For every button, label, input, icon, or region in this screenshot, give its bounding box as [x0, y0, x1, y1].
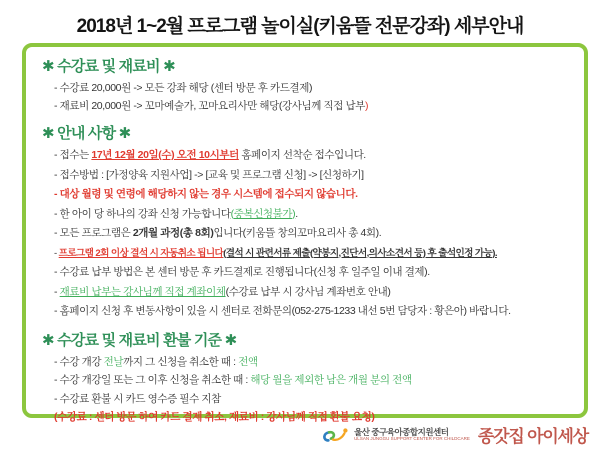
content-box	[22, 43, 588, 423]
notice-line	[42, 244, 578, 264]
center-logo-icon	[322, 425, 349, 445]
line-text-bold-underline: (결석 시 관련서류 제출(약봉지,진단서,의사소견서 등) 후 출석인정 가능).	[223, 247, 497, 259]
notice-line	[42, 302, 578, 322]
notice-line	[42, 79, 578, 97]
line-text-green: 전액	[238, 355, 258, 368]
section-refund-header: ✱ 수강료 및 재료비 환불 기준 ✱	[42, 331, 237, 349]
notice-line	[42, 390, 578, 409]
line-text: - 한 아이 당 하나의 강좌 신청 가능합니다	[54, 207, 231, 220]
brand-logotype: 종갓집 아이세상	[477, 427, 588, 446]
line-text-red-underline: 17년 12월 20일(수) 오전 10시부터	[91, 149, 239, 161]
line-text: (수강료 납부 시 강사님 계좌번호 안내)	[225, 285, 391, 298]
line-text-green: 해당 월을 제외한 남은 개월 분의 전액	[250, 374, 412, 386]
notice-line	[42, 283, 578, 303]
line-text: - 수강료 20,000원 -> 모든 강좌 해당 (센터 방문 후 카드결제)	[54, 82, 313, 94]
line-text: 입니다(키움뜰 창의꼬마요리사 총 4회).	[213, 227, 382, 239]
line-text: - 접수는	[54, 149, 92, 161]
line-text: - 모든 프로그램은	[54, 227, 133, 239]
notice-line	[42, 371, 578, 390]
notice-line	[42, 146, 578, 166]
org-subtitle: ULSAN JUNGGU SUPPORT CENTER FOR CHILDCARE	[354, 436, 470, 441]
org-name: 울산 중구육아종합지원센터	[354, 426, 449, 437]
notice-line	[42, 97, 578, 115]
section-guide	[42, 122, 578, 322]
section-fees	[42, 55, 578, 115]
notice-line	[42, 263, 578, 283]
notice-line	[42, 185, 578, 205]
section-guide-header: ✱ 안내 사항 ✱	[42, 125, 131, 142]
line-text-green-underline: (중복신청불가)	[230, 207, 296, 220]
line-text-green-underline: 재료비 납부는 강사님께 직접 계좌이체	[59, 285, 226, 298]
line-text-red: (수강료 : 센터 방문 하여 카드 결제 취소, 재료비 : 강사님께 직접 환불 요청)	[54, 411, 375, 423]
page-title: 2018년 1~2월 프로그램 놀이실(키움뜰 전문강좌) 세부안내	[76, 16, 524, 37]
line-text: - 수강 개강	[54, 355, 104, 368]
line-text: - 홈페이지 신청 후 변동사항이 있을 시 센터로 전화문의(052-275-1233 내선 5번 담당자 : 황은아) 바랍니다.	[54, 305, 511, 317]
line-text-bold: 2개월 과정(총 8회)	[132, 227, 214, 239]
line-text: - 재료비 20,000원 -> 꼬마예술가, 꼬마요리사만 해당(강사님께 직접 납부	[54, 100, 365, 112]
line-text: .	[295, 207, 298, 220]
section-fees-header: ✱ 수강료 및 재료비 ✱	[42, 58, 175, 75]
line-text-red: - 대상 월령 및 연령에 해당하지 않는 경우 시스템에 접수되지 않습니다.	[54, 188, 358, 200]
line-text: - 수강료 납부 방법은 본 센터 방문 후 카드결제로 진행됩니다(신청 후 일주일 이내 결제).	[54, 266, 430, 278]
notice-line	[42, 224, 578, 244]
line-text: - 수강 개강일 또는 그 이후 신청을 취소한 때 :	[54, 374, 251, 386]
notice-line	[42, 353, 578, 372]
line-text-red: )	[364, 100, 369, 112]
line-text-red-underline: 프로그램 2회 이상 결석 시 자동취소 됩니다	[58, 247, 224, 259]
org-name-block	[354, 428, 470, 442]
notice-line	[42, 205, 578, 225]
notice-line	[42, 166, 578, 186]
line-text: -	[54, 247, 59, 259]
line-text: - 수강료 환불 시 카드 영수증 필수 지참	[54, 392, 221, 405]
line-text: 까지 그 신청을 취소한 때 :	[123, 355, 239, 368]
line-text: - 접수방법 : [가정양육 지원사업] -> [교육 및 프로그램 신청] -> [신청하기]	[54, 168, 364, 181]
line-text-green: 전날	[103, 355, 124, 368]
line-text: 홈페이지 선착순 접수입니다.	[238, 149, 366, 161]
section-refund	[42, 329, 578, 427]
line-text: -	[54, 285, 60, 298]
